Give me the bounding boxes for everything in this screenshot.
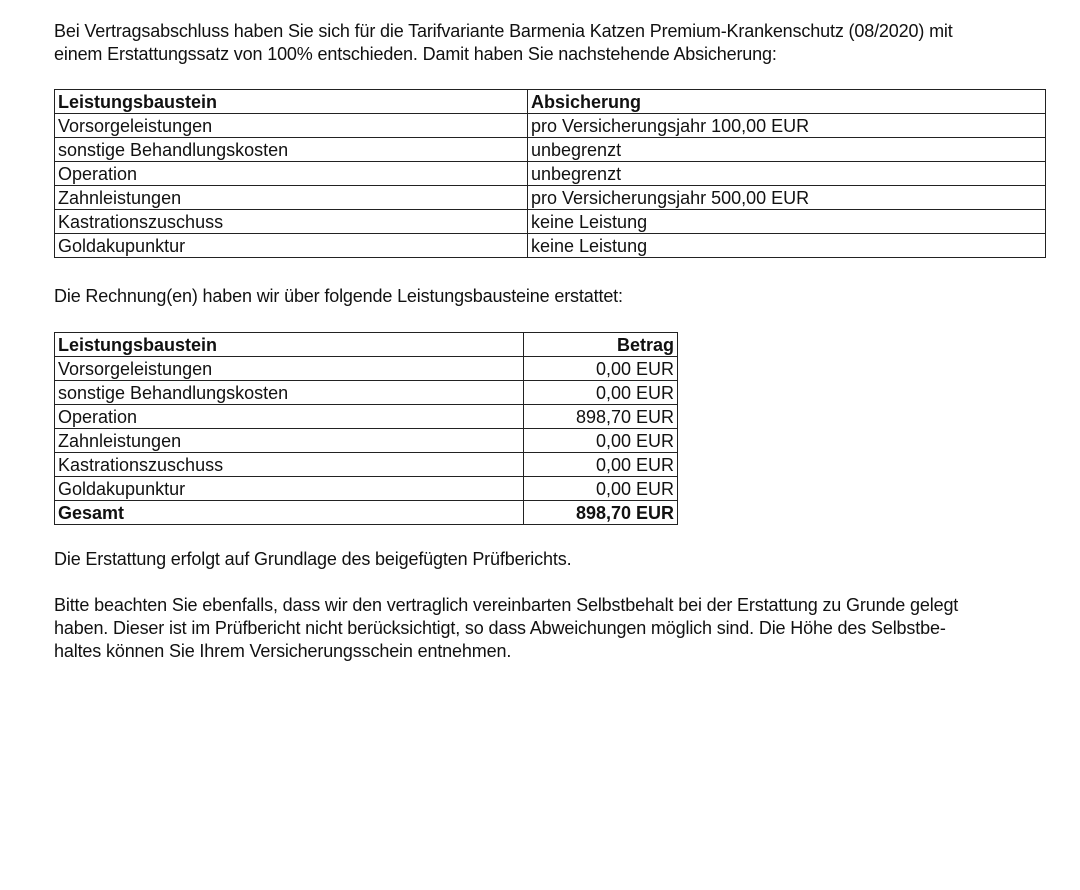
intro-paragraph — [54, 20, 1064, 66]
reimbursement-amount: 0,00 EUR — [524, 381, 678, 405]
reimbursement-component: Zahnleistungen — [55, 429, 524, 453]
reimbursement-component: sonstige Behandlungskosten — [55, 381, 524, 405]
deductible-line-2: haben. Dieser ist im Prüfbericht nicht berücksichtigt, so dass Abweichungen möglich sind. Die Höhe des Selbstbe- — [54, 618, 946, 638]
coverage-value: unbegrenzt — [528, 138, 1046, 162]
deductible-paragraph — [54, 594, 1064, 663]
reimbursement-component: Goldakupunktur — [55, 477, 524, 501]
coverage-header-component: Leistungsbaustein — [55, 90, 528, 114]
table-row — [55, 405, 678, 429]
coverage-value: keine Leistung — [528, 210, 1046, 234]
coverage-component: Goldakupunktur — [55, 234, 528, 258]
table-row — [55, 357, 678, 381]
coverage-component: Zahnleistungen — [55, 186, 528, 210]
deductible-line-3: haltes können Sie Ihrem Versicherungsschein entnehmen. — [54, 641, 512, 661]
coverage-component: Vorsorgeleistungen — [55, 114, 528, 138]
reimbursement-amount: 0,00 EUR — [524, 477, 678, 501]
reimbursement-intro-text: Die Rechnung(en) haben wir über folgende Leistungsbausteine erstattet: — [54, 286, 623, 306]
reimbursement-amount: 0,00 EUR — [524, 453, 678, 477]
table-row — [55, 114, 1046, 138]
coverage-value: pro Versicherungsjahr 100,00 EUR — [528, 114, 1046, 138]
table-row — [55, 162, 1046, 186]
coverage-table — [54, 89, 1046, 258]
reimbursement-header-amount: Betrag — [524, 333, 678, 357]
reimbursement-amount: 0,00 EUR — [524, 357, 678, 381]
coverage-value: unbegrenzt — [528, 162, 1046, 186]
reimbursement-header-row — [55, 333, 678, 357]
basis-paragraph: Die Erstattung erfolgt auf Grundlage des beigefügten Prüfberichts. — [54, 549, 572, 569]
coverage-component: Kastrationszuschuss — [55, 210, 528, 234]
deductible-line-1: Bitte beachten Sie ebenfalls, dass wir den vertraglich vereinbarten Selbstbehalt bei der Erstattung zu Grunde gelegt — [54, 595, 959, 615]
reimbursement-header-component: Leistungsbaustein — [55, 333, 524, 357]
coverage-value: keine Leistung — [528, 234, 1046, 258]
reimbursement-total-label: Gesamt — [55, 501, 524, 525]
coverage-component: sonstige Behandlungskosten — [55, 138, 528, 162]
table-row — [55, 234, 1046, 258]
reimbursement-component: Operation — [55, 405, 524, 429]
coverage-header-coverage: Absicherung — [528, 90, 1046, 114]
table-row — [55, 186, 1046, 210]
reimbursement-component: Kastrationszuschuss — [55, 453, 524, 477]
table-row — [55, 210, 1046, 234]
coverage-component: Operation — [55, 162, 528, 186]
reimbursement-table — [54, 332, 678, 525]
document-page — [54, 20, 1064, 663]
table-row — [55, 429, 678, 453]
coverage-header-row — [55, 90, 1046, 114]
reimbursement-amount: 898,70 EUR — [524, 405, 678, 429]
table-row — [55, 477, 678, 501]
intro-line-2: einem Erstattungssatz von 100% entschieden. Damit haben Sie nachstehende Absicherung: — [54, 44, 777, 64]
coverage-value: pro Versicherungsjahr 500,00 EUR — [528, 186, 1046, 210]
reimbursement-total-amount: 898,70 EUR — [524, 501, 678, 525]
table-row — [55, 138, 1046, 162]
table-row — [55, 453, 678, 477]
reimbursement-total-row — [55, 501, 678, 525]
table-row — [55, 381, 678, 405]
reimbursement-amount: 0,00 EUR — [524, 429, 678, 453]
reimbursement-component: Vorsorgeleistungen — [55, 357, 524, 381]
intro-line-1: Bei Vertragsabschluss haben Sie sich für die Tarifvariante Barmenia Katzen Premium-Krankenschutz (08/2020) mit — [54, 21, 953, 41]
